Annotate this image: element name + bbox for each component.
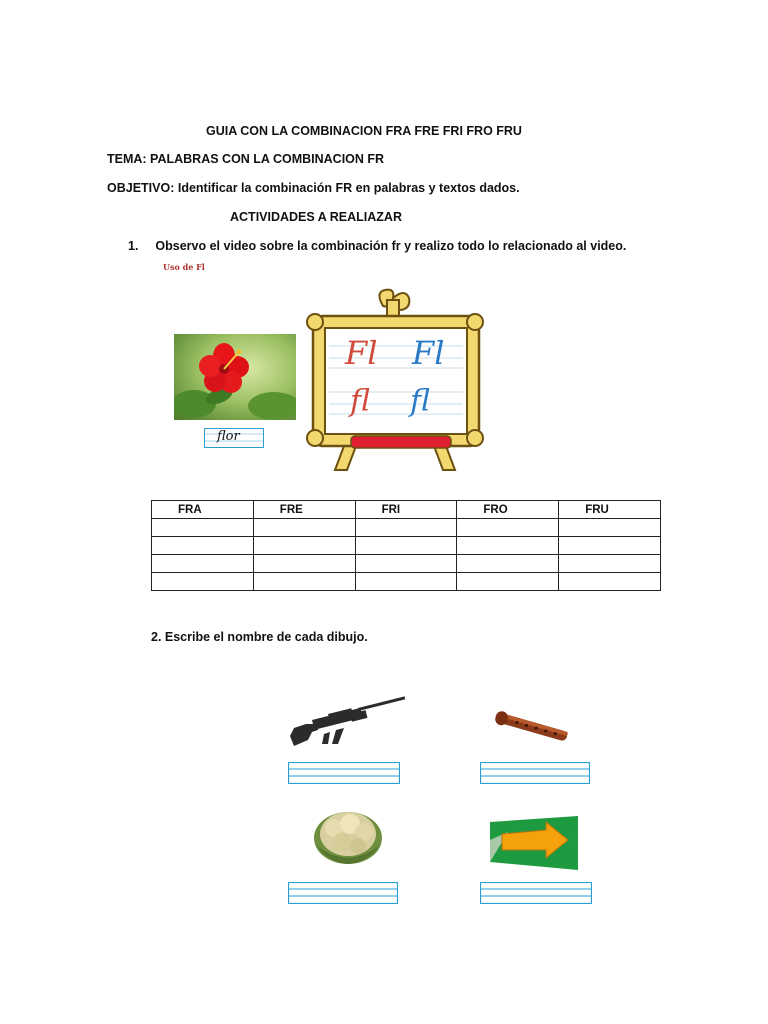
tema-label: TEMA: [107, 152, 147, 166]
table-cell[interactable] [457, 537, 559, 555]
table-cell[interactable] [355, 519, 457, 537]
activity-1 [128, 239, 626, 253]
table-cell[interactable] [355, 573, 457, 591]
board-lower-blue: fl [410, 384, 431, 419]
board-upper-blue: Fl [412, 334, 445, 372]
flower-image [174, 334, 296, 420]
table-cell[interactable] [457, 519, 559, 537]
rifle-writing-box [288, 762, 400, 784]
table-cell[interactable] [559, 573, 661, 591]
table-cell[interactable] [152, 519, 254, 537]
arrow-writing-box [480, 882, 592, 904]
board-lower-red: fl [350, 384, 371, 419]
table-cell[interactable] [559, 555, 661, 573]
table-cell[interactable] [559, 519, 661, 537]
table-cell[interactable] [152, 555, 254, 573]
table-cell[interactable] [253, 519, 355, 537]
header-fru: FRU [559, 501, 661, 519]
flower-word: flor [217, 429, 240, 444]
objetivo-text: Identificar la combinación FR en palabras y textos dados. [174, 181, 520, 195]
tema-line [107, 152, 384, 166]
table-cell[interactable] [355, 537, 457, 555]
table-row [152, 537, 661, 555]
table-cell[interactable] [253, 573, 355, 591]
table-cell[interactable] [152, 537, 254, 555]
flute-image [492, 708, 572, 748]
table-cell[interactable] [253, 555, 355, 573]
table-cell[interactable] [457, 555, 559, 573]
video-caption: Uso de Fl [163, 262, 205, 272]
objetivo-line [107, 181, 520, 195]
header-fre: FRE [253, 501, 355, 519]
table-header-row [152, 501, 661, 519]
chalkboard-easel [305, 288, 485, 474]
tema-text: PALABRAS CON LA COMBINACION FR [146, 152, 385, 166]
header-fro: FRO [457, 501, 559, 519]
table-cell[interactable] [253, 537, 355, 555]
board-upper-red: Fl [345, 334, 378, 372]
header-fri: FRI [355, 501, 457, 519]
activity-1-number: 1. [128, 239, 139, 253]
table-cell[interactable] [559, 537, 661, 555]
cauliflower-image [312, 804, 384, 866]
activity-2: 2. Escribe el nombre de cada dibujo. [151, 630, 368, 644]
activities-heading: ACTIVIDADES A REALIAZAR [230, 210, 402, 224]
syllable-table [151, 500, 661, 591]
arrow-sign-image [488, 814, 580, 870]
activity-1-text: Observo el video sobre la combinación fr y realizo todo lo relacionado al video. [155, 239, 627, 253]
table-row [152, 519, 661, 537]
table-row [152, 555, 661, 573]
objetivo-label: OBJETIVO: [107, 181, 175, 195]
flute-writing-box [480, 762, 590, 784]
cauliflower-writing-box [288, 882, 398, 904]
page-title: GUIA CON LA COMBINACION FRA FRE FRI FRO FRU [206, 124, 522, 138]
table-cell[interactable] [355, 555, 457, 573]
header-fra: FRA [152, 501, 254, 519]
table-row [152, 573, 661, 591]
table-cell[interactable] [457, 573, 559, 591]
table-cell[interactable] [152, 573, 254, 591]
rifle-image [288, 694, 408, 750]
